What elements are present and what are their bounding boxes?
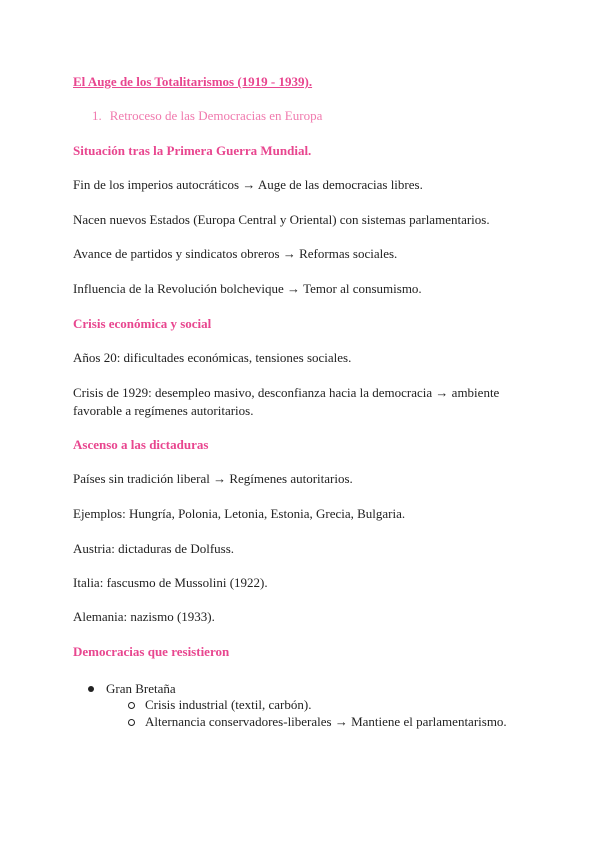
section-heading: Ascenso a las dictaduras xyxy=(73,437,209,452)
circle-bullet-icon xyxy=(128,702,135,709)
section-heading: Crisis económica y social xyxy=(73,316,212,331)
section-heading: Democracias que resistieron xyxy=(73,644,230,659)
sub-list-item-label: Alternancia conservadores-liberales → Mantiene el parlamentarismo. xyxy=(145,714,507,729)
circle-bullet-icon xyxy=(128,719,135,726)
paragraph: Nacen nuevos Estados (Europa Central y Oriental) con sistemas parlamentarios. xyxy=(73,212,490,227)
list-item-label: Gran Bretaña xyxy=(106,681,176,696)
paragraph: Alemania: nazismo (1933). xyxy=(73,609,215,624)
sub-list-item xyxy=(128,696,311,714)
paragraph: Ejemplos: Hungría, Polonia, Letonia, Estonia, Grecia, Bulgaria. xyxy=(73,506,406,521)
paragraph: Italia: fascusmo de Mussolini (1922). xyxy=(73,575,268,590)
paragraph: Años 20: dificultades económicas, tensiones sociales. xyxy=(73,350,352,365)
section-heading: Situación tras la Primera Guerra Mundial. xyxy=(73,143,312,158)
paragraph: Austria: dictaduras de Dolfuss. xyxy=(73,541,235,556)
paragraph: Países sin tradición liberal → Regímenes autoritarios. xyxy=(73,471,353,486)
subtitle-text: Retroceso de las Democracias en Europa xyxy=(109,108,323,123)
sub-list-item xyxy=(128,713,507,731)
subtitle-number: 1. xyxy=(92,108,102,123)
section-subtitle xyxy=(92,107,322,125)
bullet-icon xyxy=(88,686,94,692)
sub-list-item-label: Crisis industrial (textil, carbón). xyxy=(145,697,312,712)
paragraph: Fin de los imperios autocráticos → Auge de las democracias libres. xyxy=(73,177,423,192)
paragraph: Avance de partidos y sindicatos obreros → Reformas sociales. xyxy=(73,246,398,261)
paragraph: Influencia de la Revolución bolchevique → Temor al consumismo. xyxy=(73,281,422,296)
document-title: El Auge de los Totalitarismos (1919 - 1939). xyxy=(73,74,313,89)
paragraph: Crisis de 1929: desempleo masivo, desconfianza hacia la democracia → ambiente favorable a regímenes autoritarios. xyxy=(73,385,500,418)
